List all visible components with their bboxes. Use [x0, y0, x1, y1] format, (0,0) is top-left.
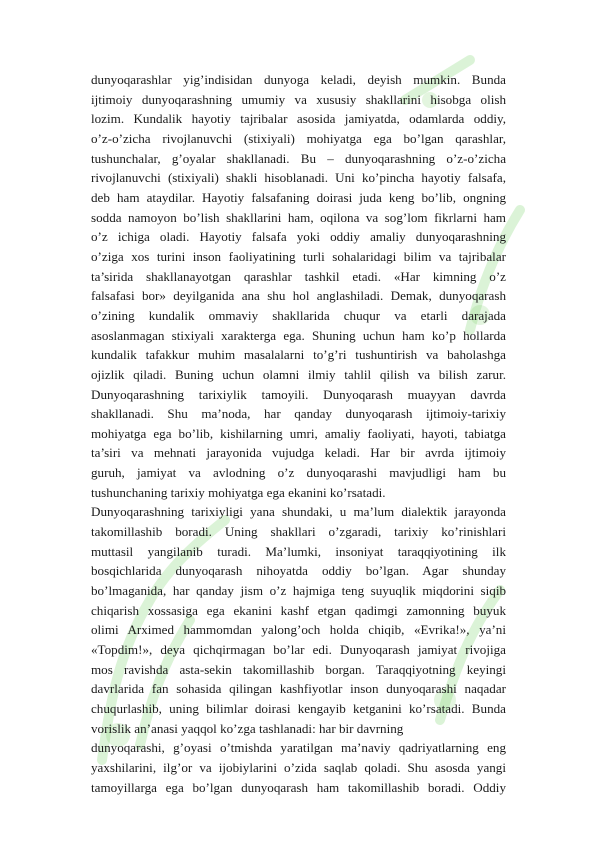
text-line: kundalik tafakkur muhim masalalarni to’g’ri tushuntirish va baholashga [91, 347, 506, 363]
text-line: olimi Arximed hammomdan yalong’och holda chiqib, «Evrika!», ya’ni [91, 622, 506, 638]
text-line: «Topdim!», deya qichqirmagan bo’lar edi. Dunyoqarash jamiyat rivojiga [91, 642, 506, 658]
text-line: chuqurlashib, uning bilimlar doirasi kengayib ketganini ko’rsatadi. Bunda [91, 701, 506, 716]
text-line: mohiyatga ega bo’lib, kishilarning umri, amaliy faoliyati, hayoti, tabiatga [91, 425, 506, 441]
text-line: takomillashib boradi. Uning shakllari o’zgaradi, tarixiy ko’rinishlari [91, 524, 506, 540]
text-line: Dunyoqarashning tarixiylik tamoyili. Dunyoqarash muayyan davrda [91, 386, 506, 402]
text-line: o’z-o’zicha rivojlanuvchi (stixiyali) mohiyatga ega bo’lgan qarashlar, [91, 130, 506, 146]
text-line: mos ravishda asta-sekin takomillashib borgan. Taraqqiyotning keyingi [91, 661, 506, 677]
text-line: sodda namoyon bo’lish shakllarini ham, oqilona va sog’lom fikrlarni ham [91, 209, 506, 225]
text-line: ta’siri va mehnati jarayonida vujudga keladi. Har bir avrda ijtimoiy [91, 445, 506, 461]
text-line: ijtimoiy dunyoqarashning umumiy va xususiy shakllarini hisobga olish [91, 91, 506, 107]
text-line: tushunchalar, g’oyalar shakllanadi. Bu – dunyoqarashning o’z-o’zicha [91, 150, 506, 166]
text-line: dunyoqarashi, g’oyasi o’tmishda yaratilgan ma’naviy qadriyatlarning eng [91, 740, 506, 756]
body-text [91, 70, 506, 797]
text-line: Dunyoqarashning tarixiyligi yana shundaki, u ma’lum dialektik jarayonda [91, 504, 506, 520]
text-line: rivojlanuvchi (stixiyali) shakli hisoblanadi. Uni ko’pincha hayotiy falsafa, [91, 170, 506, 186]
text-line: asoslanmagan stixiyali xarakterga ega. Shuning uchun ham ko’p hollarda [91, 327, 506, 343]
text-line: tamoyillarga ega bo’lgan dunyoqarash ham takomillashib boradi. Oddiy [91, 779, 506, 795]
text-line: bosqichlarida dunyoqarash nihoyatda oddiy bo’lgan. Agar shunday [91, 563, 506, 579]
text-line: guruh, jamiyat va avlodning o’z dunyoqarashi mavjudligi ham bu [91, 465, 506, 481]
text-line: chiqarish xossasiga ega ekanini kashf etgan qadimgi zamonning buyuk [91, 602, 506, 618]
text-line: o’zining kundalik ommaviy shakllarida chuqur va etarli darajada [91, 307, 506, 323]
text-line: yaxshilarini, ilg’or va ijobiylarini o’zida saqlab qoladi. Shu asosda yangi [91, 759, 506, 775]
text-line: vorislik an’anasi yaqqol ko’zga tashlanadi: har bir davrning [91, 720, 404, 736]
text-line: lozim. Kundalik hayotiy tajribalar asosida jamiyatda, odamlarda oddiy, [91, 111, 506, 127]
text-line: davrlarida fan sohasida qilingan kashfiyotlar inson dunyoqarashi naqadar [91, 681, 506, 697]
text-line: ta’sirida shakllanayotgan qarashlar tashkil etadi. «Har kimning o’z [91, 268, 506, 284]
text-line: tushunchaning tarixiy mohiyatga ega ekanini ko’rsatadi. [91, 484, 386, 500]
text-line: o’z ichiga oladi. Hayotiy falsafa yoki oddiy amaliy dunyoqarashning [91, 229, 506, 245]
text-line: dunyoqarashlar yig’indisidan dunyoga keladi, deyish mumkin. Bunda [91, 72, 506, 87]
text-line: falsafasi bor» deyilganida ana shu hol anglashiladi. Demak, dunyoqarash [91, 288, 506, 304]
text-line: deb ham ataydilar. Hayotiy falsafaning doirasi juda keng bo’lib, ongning [91, 189, 506, 205]
text-line: shakllanadi. Shu ma’noda, har qanday dunyoqarash ijtimoiy-tarixiy [91, 406, 506, 422]
text-line: o’ziga xos turini inson faoliyatining turli sohalaridagi bilim va tajribalar [91, 248, 506, 264]
text-line: muttasil yangilanib turadi. Ma’lumki, insoniyat taraqqiyotining ilk [91, 543, 506, 559]
text-line: ojizlik qiladi. Buning uchun olamni ilmiy tahlil qilish va bilish zarur. [91, 366, 506, 382]
text-line: bo’lmaganida, har qanday jism o’z hajmiga teng suyuqlik miqdorini siqib [91, 583, 506, 599]
